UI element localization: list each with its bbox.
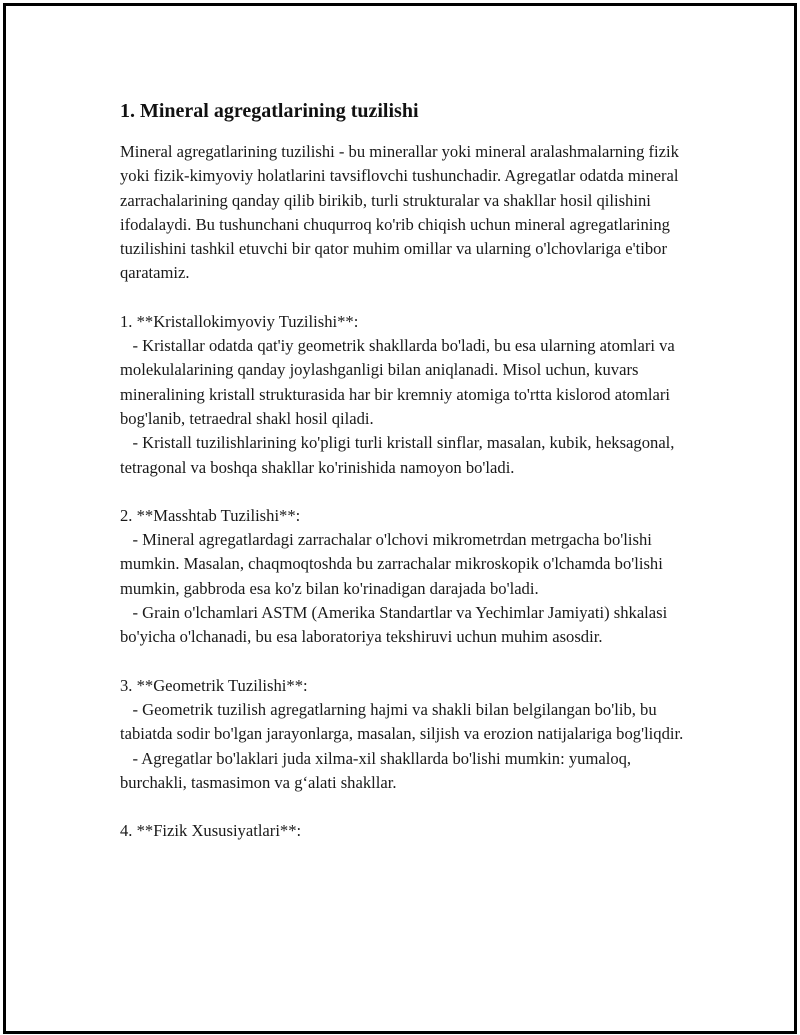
section-bullet: - Geometrik tuzilish agregatlarning hajmi va shakli bilan belgilangan bo'lib, bu tabiatda sodir bo'lgan jarayonlarga, masalan, siljish va erozion natijalariga bog'liqdir. <box>120 699 684 744</box>
paragraph-gap <box>120 286 700 310</box>
section-bullet: - Agregatlar bo'laklari juda xilma-xil shakllarda bo'lishi mumkin: yumaloq, burchakli, tasmasimon va g‘alati shakllar. <box>120 748 636 792</box>
section-bullet: - Kristall tuzilishlarining ko'pligi turli kristall sinflar, masalan, kubik, heksagonal, tetragonal va boshqa shakllar ko'rinishida namoyon bo'ladi. <box>120 433 679 477</box>
section-heading: 1. **Kristallokimyoviy Tuzilishi**: <box>120 311 359 331</box>
section-bullet: - Grain o'lchamlari ASTM (Amerika Standartlar va Yechimlar Jamiyati) shkalasi bo'yicha o'lchanadi, bu esa laboratoriya tekshiruvi uchun muhim asosdir. <box>120 603 672 647</box>
paragraph-gap <box>120 650 700 674</box>
document-title: 1. Mineral agregatlarining tuzilishi <box>120 100 419 122</box>
section-bullet: - Kristallar odatda qat'iy geometrik shakllarda bo'ladi, bu esa ularning atomlari va molekulalarining qanday joylashganligi bilan aniqlanadi. Misol uchun, kuvars mineralining kristall strukturasida har bir kremniy atomiga to'rtta kislorod atomlari bog'lanib, tetraedral shakl hosil qiladi. <box>120 336 679 428</box>
page-frame <box>3 3 797 1034</box>
document-body <box>120 97 700 843</box>
paragraph-gap <box>120 480 700 504</box>
section-heading: 2. **Masshtab Tuzilishi**: <box>120 505 301 525</box>
section-bullet: - Mineral agregatlardagi zarrachalar o'lchovi mikrometrdan metrgacha bo'lishi mumkin. Masalan, chaqmoqtoshda bu zarrachalar mikroskopik o'lchamda bo'lishi mumkin, gabbroda esa ko'z bilan ko'rinadigan darajada bo'ladi. <box>120 530 667 598</box>
section-heading: 4. **Fizik Xususiyatlari**: <box>120 821 302 841</box>
paragraph-gap <box>120 795 700 819</box>
intro-paragraph: Mineral agregatlarining tuzilishi - bu minerallar yoki mineral aralashmalarning fizik yoki fizik-kimyoviy holatlarini tavsiflovchi tushunchadir. Agregatlar odatda mineral zarrachalarining qanday qilib birikib, turli strukturalar va shakllar hosil qilishini ifodalaydi. Bu tushunchani chuqurroq ko'rib chiqish uchun mineral agregatlarining tuzilishini tashkil etuvchi bir qator muhim omillar va ularning o'lchovlariga e'tibor qaratamiz. <box>120 142 684 283</box>
section-heading: 3. **Geometrik Tuzilishi**: <box>120 675 308 695</box>
